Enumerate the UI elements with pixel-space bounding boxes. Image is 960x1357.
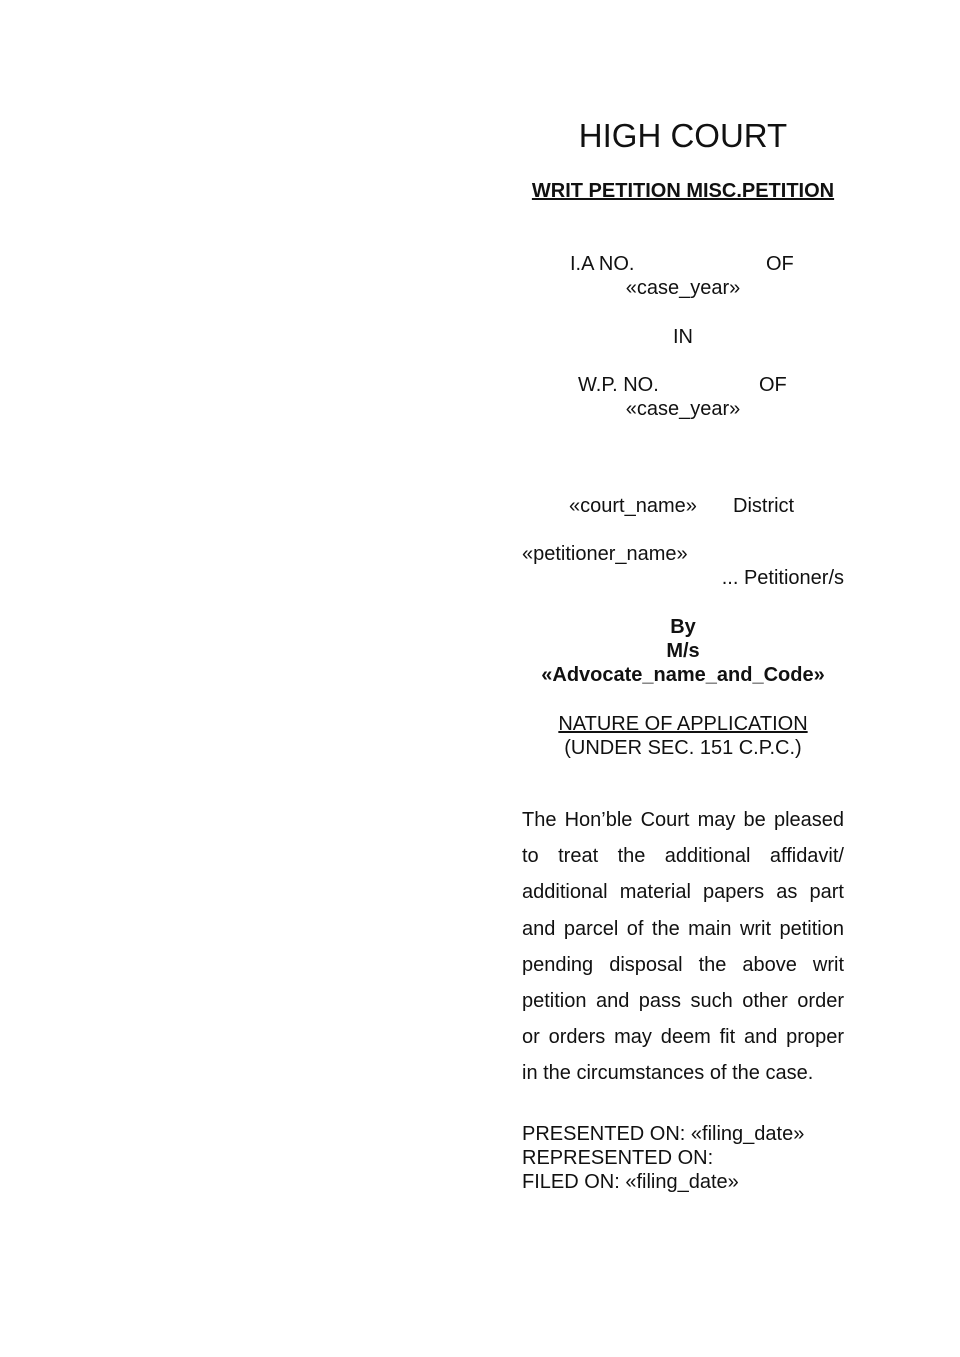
court-district-row [522, 494, 844, 518]
ia-number-label: I.A NO. [570, 253, 635, 275]
wp-number-row [522, 373, 844, 397]
wp-of-label: OF [759, 374, 787, 396]
court-name: «court_name» [569, 495, 697, 517]
presented-on: PRESENTED ON: «filing_date» [522, 1123, 805, 1145]
ia-of-label: OF [766, 253, 794, 275]
represented-on: REPRESENTED ON: [522, 1147, 714, 1169]
advocate-name: «Advocate_name_and_Code» [541, 664, 825, 686]
petitioner-name: «petitioner_name» [522, 543, 688, 565]
ia-case-year: «case_year» [625, 277, 741, 299]
court-title: HIGH COURT [578, 117, 788, 154]
wp-case-year: «case_year» [625, 398, 741, 420]
ia-number-row [522, 252, 844, 276]
petition-type-heading: WRIT PETITION MISC.PETITION [531, 180, 835, 202]
wp-number-label: W.P. NO. [578, 374, 659, 396]
advocate-ms: M/s [666, 640, 700, 662]
petitioner-role: ... Petitioner/s [721, 567, 844, 589]
district-label: District [733, 495, 795, 517]
nature-heading: NATURE OF APPLICATION [558, 713, 808, 735]
filed-on: FILED ON: «filing_date» [522, 1171, 739, 1193]
nature-section: (UNDER SEC. 151 C.P.C.) [564, 737, 802, 759]
in-label: IN [673, 326, 693, 348]
advocate-by: By [670, 616, 696, 638]
prayer-paragraph: The Hon’ble Court may be pleased to treat the additional affidavit/ additional material papers as part and parcel of the main writ petition pending disposal the above writ petition and pass such other order or orders may deem fit and proper in the circumstances of the case. [522, 809, 844, 1085]
